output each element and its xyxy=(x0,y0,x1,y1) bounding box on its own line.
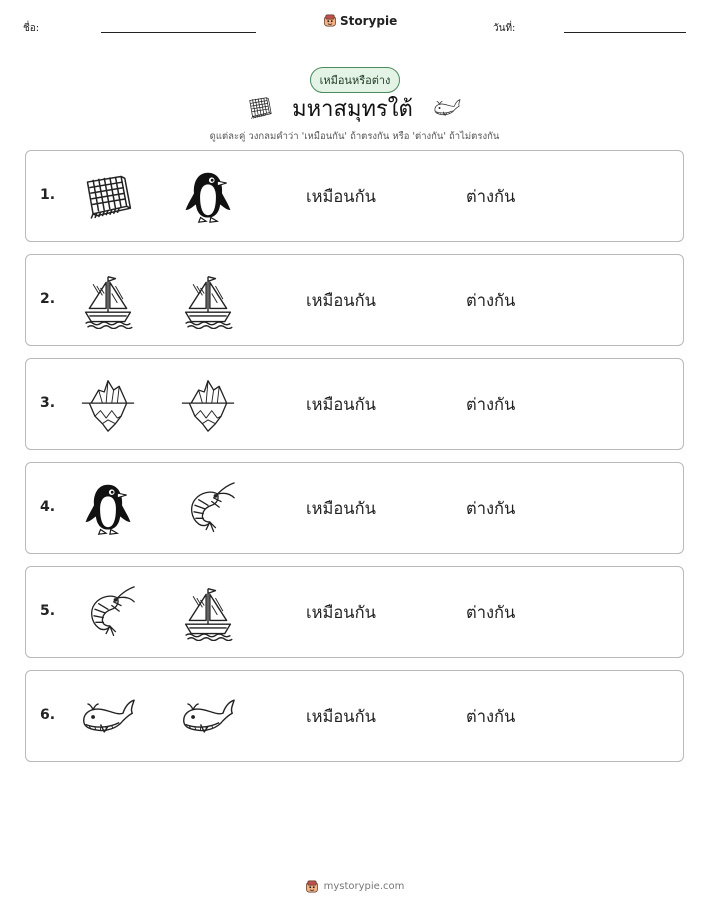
worksheet-header xyxy=(0,0,709,50)
footer-site: mystorypie.com xyxy=(323,881,405,892)
penguin-icon xyxy=(80,481,136,537)
exercise-row xyxy=(25,254,684,346)
name-label: ชื่อ: xyxy=(23,23,40,34)
iceberg-icon xyxy=(180,377,236,433)
row-number: 4. xyxy=(40,499,56,515)
choice-same[interactable]: เหมือนกัน xyxy=(306,187,376,206)
mascot-icon xyxy=(305,879,319,894)
exercise-row xyxy=(25,358,684,450)
page-title: มหาสมุทรใต้ xyxy=(292,96,413,122)
choice-different[interactable]: ต่างกัน xyxy=(466,291,516,310)
choice-same[interactable]: เหมือนกัน xyxy=(306,603,376,622)
footer xyxy=(0,879,709,894)
date-label: วันที่: xyxy=(493,23,516,34)
choice-same[interactable]: เหมือนกัน xyxy=(306,707,376,726)
sailboat-icon xyxy=(80,273,136,329)
sailboat-icon xyxy=(180,585,236,641)
whale-icon xyxy=(431,94,463,122)
date-field[interactable] xyxy=(564,32,686,33)
worksheet-type-badge: เหมือนหรือต่าง xyxy=(310,67,400,93)
whale-icon xyxy=(180,689,236,745)
name-field[interactable] xyxy=(101,32,256,33)
brand-logo xyxy=(323,13,397,28)
iceberg-icon xyxy=(80,377,136,433)
whale-icon xyxy=(80,689,136,745)
row-number: 5. xyxy=(40,603,56,619)
exercise-row xyxy=(25,462,684,554)
choice-different[interactable]: ต่างกัน xyxy=(466,395,516,414)
row-number: 1. xyxy=(40,187,56,203)
exercise-row xyxy=(25,566,684,658)
title-row xyxy=(0,93,709,123)
instructions: ดูแต่ละคู่ วงกลมคำว่า 'เหมือนกัน' ถ้าตรงกัน หรือ 'ต่างกัน' ถ้าไม่ตรงกัน xyxy=(209,131,500,142)
brand-name: Storypie xyxy=(340,13,398,28)
mascot-icon xyxy=(323,13,337,28)
choice-different[interactable]: ต่างกัน xyxy=(466,707,516,726)
blanket-icon xyxy=(80,169,136,225)
choice-same[interactable]: เหมือนกัน xyxy=(306,291,376,310)
blanket-icon xyxy=(246,94,274,122)
choice-same[interactable]: เหมือนกัน xyxy=(306,395,376,414)
exercise-row xyxy=(25,150,684,242)
choice-same[interactable]: เหมือนกัน xyxy=(306,499,376,518)
choice-different[interactable]: ต่างกัน xyxy=(466,187,516,206)
row-number: 3. xyxy=(40,395,56,411)
shrimp-icon xyxy=(80,585,136,641)
row-number: 6. xyxy=(40,707,56,723)
shrimp-icon xyxy=(180,481,236,537)
choice-different[interactable]: ต่างกัน xyxy=(466,499,516,518)
penguin-icon xyxy=(180,169,236,225)
exercise-row xyxy=(25,670,684,762)
row-number: 2. xyxy=(40,291,56,307)
sailboat-icon xyxy=(180,273,236,329)
choice-different[interactable]: ต่างกัน xyxy=(466,603,516,622)
